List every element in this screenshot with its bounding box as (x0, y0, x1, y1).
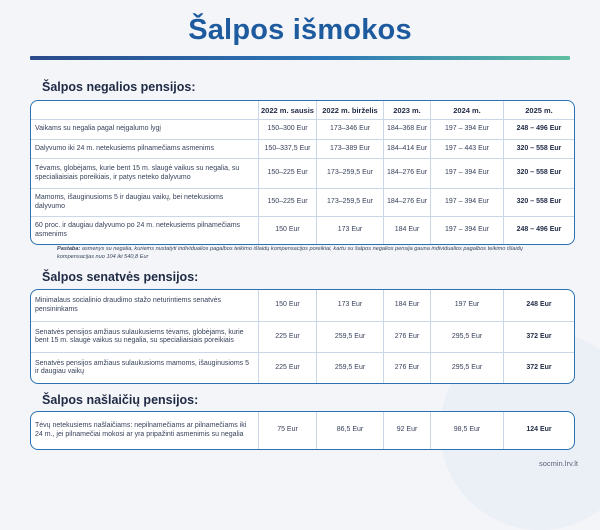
value-cell: 259,5 Eur (316, 322, 383, 352)
row-label: Tėvams, globėjams, kurie bent 15 m. slaugė vaikus su negalia, su specialiaisiais poreikiais, ir patys neteko dalyvumo (35, 165, 240, 181)
value-cell: 150–225 Eur (258, 159, 316, 188)
row-label: Senatvės pensijos amžiaus sulaukusiems tėvams, globėjams, kurie bent 15 m. slaugė vaikus su negalia, su specialiaisiais poreikiais (35, 328, 244, 344)
row-label: Mamoms, išauginusioms 5 ir daugiau vaikų, bei netekusioms dalyvumo (35, 194, 224, 210)
value-cell: 295,5 Eur (430, 353, 503, 383)
value-cell: 150 Eur (258, 290, 316, 321)
table-row (31, 188, 574, 216)
table-row (31, 158, 574, 188)
footer-website: socmin.lrv.lt (538, 459, 578, 468)
value-cell: 150 Eur (258, 217, 316, 244)
value-cell: 372 Eur (503, 322, 574, 352)
value-cell: 184 Eur (383, 217, 430, 244)
value-cell: 184–368 Eur (383, 120, 430, 139)
value-cell: 124 Eur (503, 412, 574, 449)
table-header-row (31, 101, 574, 119)
value-cell: 184–276 Eur (383, 159, 430, 188)
value-cell: 173–259,5 Eur (316, 159, 383, 188)
header-cell: 2022 m. sausis (258, 101, 316, 119)
row-label: Dalyvumo iki 24 m. netekusiems pilnamečiams asmenims (35, 144, 214, 152)
note-label: Pastaba: (57, 246, 81, 252)
table-row (31, 412, 574, 449)
value-cell: 320 – 558 Eur (503, 159, 574, 188)
row-label: Senatvės pensijos amžiaus sulaukusioms mamoms, išauginusioms 5 ir daugiau vaikų (35, 359, 249, 375)
table-row (31, 139, 574, 158)
row-label: Vaikams su negalia pagal neįgalumo lygį (35, 125, 161, 133)
value-cell: 225 Eur (258, 322, 316, 352)
table-row (31, 321, 574, 352)
header-cell: 2022 m. birželis (316, 101, 383, 119)
value-cell: 92 Eur (383, 412, 430, 449)
table-oldage (30, 289, 575, 384)
value-cell: 184–414 Eur (383, 140, 430, 158)
value-cell: 372 Eur (503, 353, 574, 383)
value-cell: 173 Eur (316, 217, 383, 244)
value-cell: 184–276 Eur (383, 189, 430, 216)
value-cell: 276 Eur (383, 353, 430, 383)
value-cell: 98,5 Eur (430, 412, 503, 449)
value-cell: 276 Eur (383, 322, 430, 352)
title-underline (30, 56, 570, 60)
table-row (31, 119, 574, 139)
header-cell: 2023 m. (383, 101, 430, 119)
header-cell: 2025 m. (503, 101, 574, 119)
row-label: 60 proc. ir daugiau dalyvumo po 24 m. netekusiems pilnamečiams asmenims (35, 222, 241, 238)
value-cell: 248 Eur (503, 290, 574, 321)
value-cell: 320 – 558 Eur (503, 140, 574, 158)
value-cell: 150–300 Eur (258, 120, 316, 139)
table-row (31, 290, 574, 321)
note-text (57, 246, 527, 261)
value-cell: 248 – 496 Eur (503, 120, 574, 139)
value-cell: 86,5 Eur (316, 412, 383, 449)
value-cell: 184 Eur (383, 290, 430, 321)
value-cell: 197 Eur (430, 290, 503, 321)
value-cell: 295,5 Eur (430, 322, 503, 352)
value-cell: 150–225 Eur (258, 189, 316, 216)
value-cell: 197 – 394 Eur (430, 120, 503, 139)
table-row (31, 352, 574, 383)
header-cell (31, 101, 258, 119)
value-cell: 173–259,5 Eur (316, 189, 383, 216)
table-orphan (30, 411, 575, 450)
note-body: asmenys su negalia, kuriems nustatyti individualios pagalbos teikimo išlaidų kompensacijos poreikiai, kartu su šalpos negalios pensija gauna individualios pagalbos teikimo išlaidų kompensacijas nuo 104 iki 540,8 Eur (57, 246, 523, 260)
section-title-oldage: Šalpos senatvės pensijos: (42, 270, 199, 284)
table-disability (30, 100, 575, 245)
value-cell: 173–346 Eur (316, 120, 383, 139)
section-title-disability: Šalpos negalios pensijos: (42, 80, 196, 94)
header-cell: 2024 m. (430, 101, 503, 119)
value-cell: 197 – 443 Eur (430, 140, 503, 158)
value-cell: 248 – 496 Eur (503, 217, 574, 244)
section-title-orphan: Šalpos našlaičių pensijos: (42, 393, 199, 407)
value-cell: 197 – 394 Eur (430, 217, 503, 244)
page-title: Šalpos išmokos (188, 14, 412, 46)
value-cell: 197 – 394 Eur (430, 189, 503, 216)
value-cell: 75 Eur (258, 412, 316, 449)
value-cell: 225 Eur (258, 353, 316, 383)
value-cell: 150–337,5 Eur (258, 140, 316, 158)
value-cell: 197 – 394 Eur (430, 159, 503, 188)
row-label: Minimalaus socialinio draudimo stažo neturintiems senatvės pensininkams (35, 297, 221, 313)
value-cell: 320 – 558 Eur (503, 189, 574, 216)
row-label: Tėvų netekusiems našlaičiams: nepilnamečiams ar pilnamečiams iki 24 m., jei pilnamečiai mokosi ar yra pripažinti asmenimis su negalia (35, 422, 247, 438)
table-row (31, 216, 574, 244)
value-cell: 173 Eur (316, 290, 383, 321)
value-cell: 173–389 Eur (316, 140, 383, 158)
value-cell: 259,5 Eur (316, 353, 383, 383)
